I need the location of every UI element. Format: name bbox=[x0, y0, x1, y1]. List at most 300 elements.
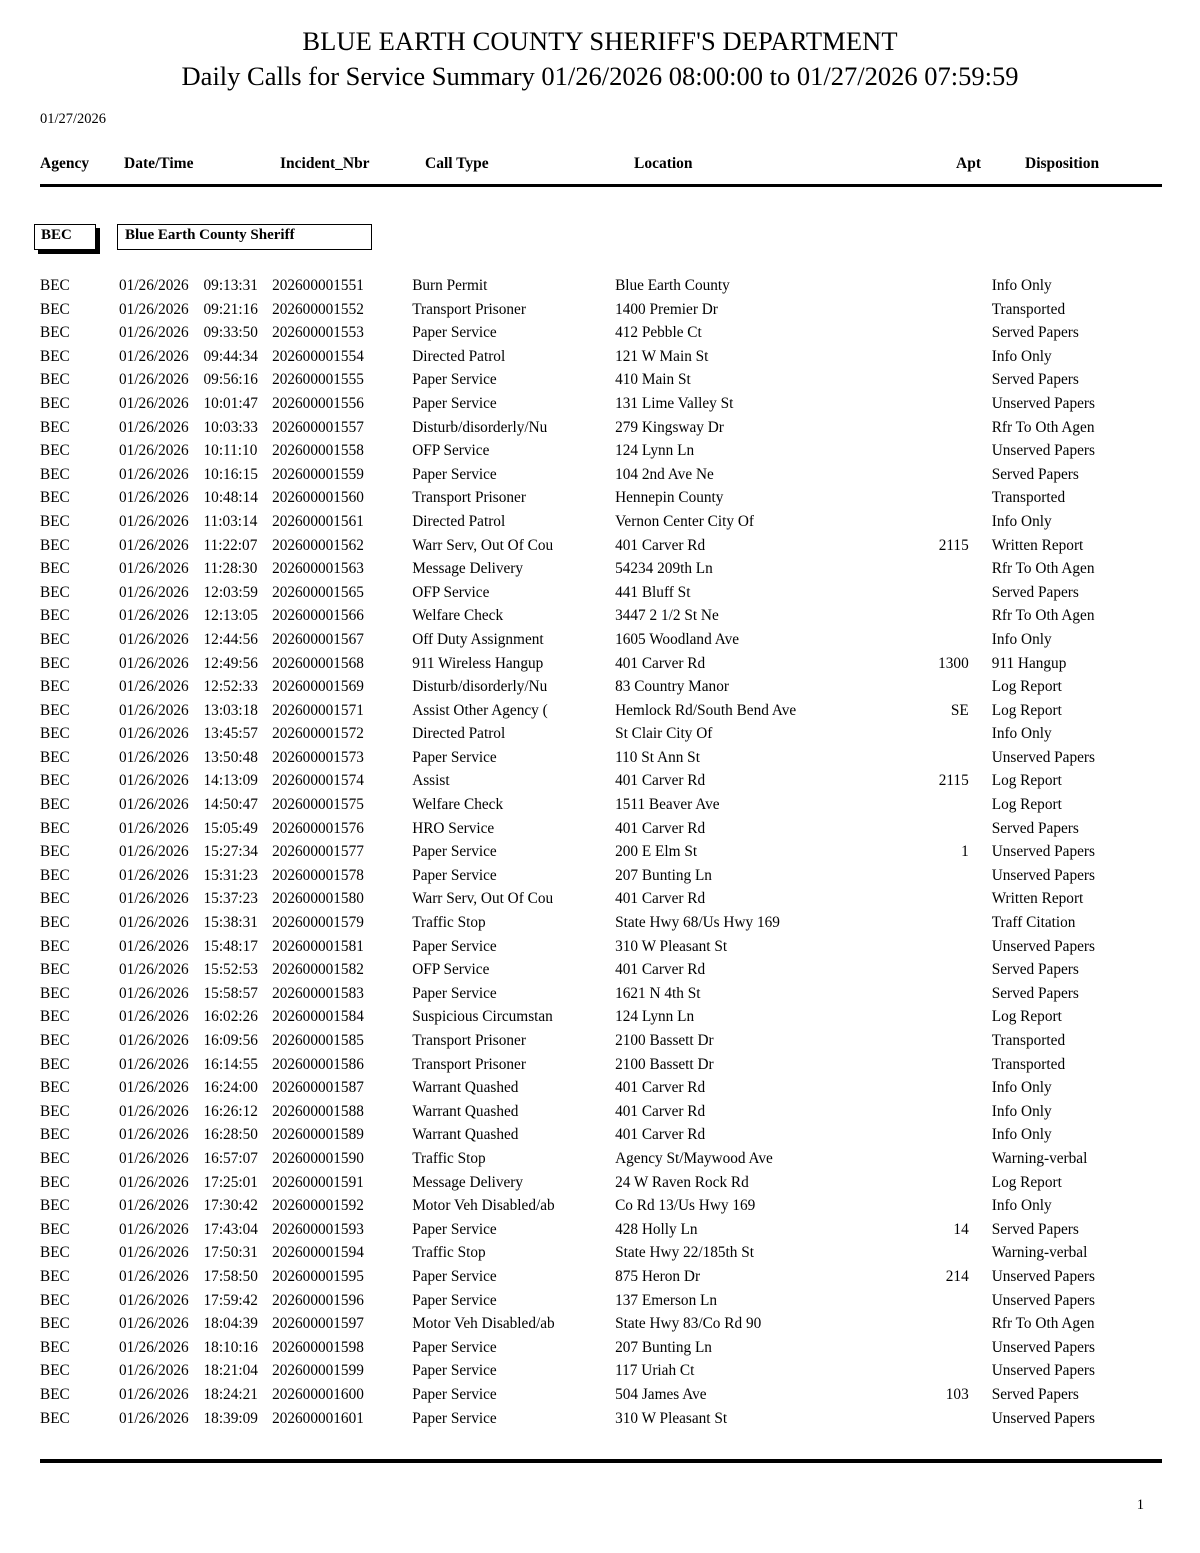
cell-disposition: Unserved Papers bbox=[991, 748, 1095, 766]
cell-time: 11:03:14 bbox=[203, 512, 258, 530]
table-row bbox=[40, 1029, 1162, 1053]
cell-time: 16:02:26 bbox=[203, 1008, 258, 1026]
cell-date: 01/26/2026 bbox=[119, 819, 189, 837]
cell-disposition: Transported bbox=[991, 1055, 1066, 1073]
cell-time: 10:03:33 bbox=[203, 418, 258, 436]
page-number: 1 bbox=[1136, 1497, 1144, 1513]
cell-incident: 202600001557 bbox=[272, 418, 364, 436]
cell-time: 18:24:21 bbox=[203, 1385, 258, 1403]
cell-apt bbox=[924, 416, 992, 440]
table-row bbox=[40, 321, 1162, 345]
cell-time: 17:58:50 bbox=[203, 1267, 258, 1285]
cell-disposition: Rfr To Oth Agen bbox=[991, 1315, 1095, 1333]
cell-location: 24 W Raven Rock Rd bbox=[615, 1173, 749, 1191]
cell-time: 12:13:05 bbox=[203, 607, 258, 625]
cell-call-type: Paper Service bbox=[412, 394, 497, 412]
cell-apt bbox=[924, 1005, 992, 1029]
table-row bbox=[40, 864, 1162, 888]
cell-date: 01/26/2026 bbox=[119, 1173, 189, 1191]
cell-call-type: Warrant Quashed bbox=[412, 1126, 519, 1144]
cell-date: 01/26/2026 bbox=[119, 796, 189, 814]
cell-location: 1400 Premier Dr bbox=[615, 300, 718, 318]
agency-code-box bbox=[34, 224, 96, 250]
table-row bbox=[40, 911, 1162, 935]
cell-agency: BEC bbox=[40, 1126, 70, 1144]
cell-time: 13:50:48 bbox=[203, 748, 258, 766]
cell-call-type: Transport Prisoner bbox=[412, 1032, 526, 1049]
cell-call-type: Traffic Stop bbox=[412, 1149, 486, 1167]
cell-disposition: Unserved Papers bbox=[991, 843, 1095, 861]
cell-disposition: Written Report bbox=[991, 536, 1084, 554]
table-row bbox=[40, 982, 1162, 1006]
cell-time: 15:05:49 bbox=[203, 819, 258, 837]
cell-time: 15:37:23 bbox=[203, 890, 258, 908]
cell-agency: BEC bbox=[40, 1362, 70, 1380]
cell-apt bbox=[924, 298, 992, 322]
cell-location: 401 Carver Rd bbox=[615, 1102, 706, 1120]
cell-location: 410 Main St bbox=[615, 371, 691, 389]
cell-apt bbox=[924, 486, 992, 510]
cell-disposition: Info Only bbox=[991, 1197, 1052, 1215]
cell-agency: BEC bbox=[40, 394, 70, 412]
cell-disposition: Unserved Papers bbox=[991, 442, 1095, 460]
report-header bbox=[0, 0, 1200, 93]
cell-time: 13:45:57 bbox=[203, 725, 258, 743]
cell-apt bbox=[924, 935, 992, 959]
cell-apt bbox=[924, 1053, 992, 1077]
table-row bbox=[40, 581, 1162, 605]
cell-agency: BEC bbox=[40, 324, 70, 342]
cell-call-type: Warr Serv, Out Of Cou bbox=[412, 890, 554, 908]
cell-date: 01/26/2026 bbox=[119, 512, 189, 530]
cell-incident: 202600001580 bbox=[272, 890, 364, 908]
cell-call-type: Motor Veh Disabled/ab bbox=[412, 1315, 555, 1333]
cell-incident: 202600001588 bbox=[272, 1102, 364, 1120]
cell-location: 401 Carver Rd bbox=[615, 819, 706, 837]
cell-incident: 202600001562 bbox=[272, 536, 364, 554]
cell-time: 14:50:47 bbox=[203, 796, 258, 814]
cell-call-type: Off Duty Assignment bbox=[412, 630, 544, 648]
cell-agency: BEC bbox=[40, 1149, 70, 1167]
cell-agency: BEC bbox=[40, 560, 70, 578]
cell-agency: BEC bbox=[40, 984, 70, 1002]
cell-disposition: Served Papers bbox=[991, 819, 1079, 837]
cell-incident: 202600001578 bbox=[272, 866, 364, 884]
table-row bbox=[40, 1312, 1162, 1336]
cell-apt bbox=[924, 982, 992, 1006]
table-row bbox=[40, 1100, 1162, 1124]
table-row bbox=[40, 1218, 1162, 1242]
cell-apt bbox=[924, 557, 992, 581]
cell-apt bbox=[924, 817, 992, 841]
table-row bbox=[40, 486, 1162, 510]
cell-call-type: Paper Service bbox=[412, 465, 497, 483]
cell-disposition: Unserved Papers bbox=[991, 1409, 1095, 1427]
cell-location: 875 Heron Dr bbox=[615, 1267, 701, 1285]
cell-date: 01/26/2026 bbox=[119, 748, 189, 766]
cell-incident: 202600001592 bbox=[272, 1197, 364, 1215]
table-row bbox=[40, 439, 1162, 463]
cell-call-type: Paper Service bbox=[412, 1385, 497, 1403]
cell-apt bbox=[924, 911, 992, 935]
cell-date: 01/26/2026 bbox=[119, 678, 189, 696]
table-row bbox=[40, 722, 1162, 746]
cell-time: 18:04:39 bbox=[203, 1315, 258, 1333]
cell-location: 1621 N 4th St bbox=[615, 984, 701, 1002]
calls-for-service-table bbox=[40, 274, 1162, 1430]
cell-incident: 202600001584 bbox=[272, 1008, 364, 1026]
cell-apt bbox=[924, 1123, 992, 1147]
cell-location: State Hwy 83/Co Rd 90 bbox=[615, 1315, 762, 1333]
cell-call-type: OFP Service bbox=[412, 583, 490, 601]
cell-call-type: Burn Permit bbox=[412, 277, 488, 294]
cell-disposition: Transported bbox=[991, 489, 1066, 507]
column-header-apt: Apt bbox=[956, 155, 981, 172]
cell-date: 01/26/2026 bbox=[119, 1244, 189, 1262]
cell-apt bbox=[924, 345, 992, 369]
cell-disposition: Info Only bbox=[991, 1126, 1052, 1144]
cell-incident: 202600001577 bbox=[272, 843, 364, 861]
cell-date: 01/26/2026 bbox=[119, 560, 189, 578]
cell-date: 01/26/2026 bbox=[119, 300, 189, 318]
table-row bbox=[40, 958, 1162, 982]
cell-time: 09:21:16 bbox=[203, 300, 258, 318]
cell-apt: 1 bbox=[961, 843, 969, 861]
cell-disposition: Log Report bbox=[991, 1173, 1062, 1191]
cell-disposition: Served Papers bbox=[991, 1385, 1079, 1403]
cell-call-type: Paper Service bbox=[412, 1291, 497, 1309]
cell-time: 12:03:59 bbox=[203, 583, 258, 601]
cell-location: 137 Emerson Ln bbox=[615, 1291, 718, 1309]
cell-agency: BEC bbox=[40, 607, 70, 625]
cell-apt bbox=[924, 1241, 992, 1265]
table-row bbox=[40, 1147, 1162, 1171]
table-row bbox=[40, 840, 1162, 864]
cell-date: 01/26/2026 bbox=[119, 772, 189, 790]
cell-location: 207 Bunting Ln bbox=[615, 866, 712, 884]
cell-call-type: Traffic Stop bbox=[412, 1244, 486, 1262]
cell-apt bbox=[924, 722, 992, 746]
cell-date: 01/26/2026 bbox=[119, 277, 189, 294]
table-row bbox=[40, 1076, 1162, 1100]
cell-location: 401 Carver Rd bbox=[615, 890, 706, 908]
cell-location: 1511 Beaver Ave bbox=[615, 796, 720, 814]
cell-time: 18:10:16 bbox=[203, 1338, 258, 1356]
cell-agency: BEC bbox=[40, 347, 70, 365]
cell-time: 17:50:31 bbox=[203, 1244, 258, 1262]
cell-date: 01/26/2026 bbox=[119, 536, 189, 554]
cell-location: Hemlock Rd/South Bend Ave bbox=[615, 701, 797, 719]
footer-divider-rule bbox=[40, 1459, 1162, 1463]
cell-time: 09:56:16 bbox=[203, 371, 258, 389]
cell-location: 401 Carver Rd bbox=[615, 536, 706, 554]
cell-location: 401 Carver Rd bbox=[615, 654, 706, 672]
cell-time: 09:13:31 bbox=[203, 277, 258, 294]
cell-incident: 202600001552 bbox=[272, 300, 364, 318]
cell-location: Agency St/Maywood Ave bbox=[615, 1149, 773, 1167]
cell-incident: 202600001575 bbox=[272, 796, 364, 814]
cell-call-type: 911 Wireless Hangup bbox=[412, 654, 544, 672]
cell-agency: BEC bbox=[40, 1244, 70, 1262]
cell-location: 2100 Bassett Dr bbox=[615, 1055, 714, 1073]
cell-apt: 103 bbox=[945, 1385, 969, 1403]
cell-incident: 202600001595 bbox=[272, 1267, 364, 1285]
cell-disposition: Unserved Papers bbox=[991, 1338, 1095, 1356]
cell-location: Co Rd 13/Us Hwy 169 bbox=[615, 1197, 756, 1215]
cell-apt bbox=[924, 1359, 992, 1383]
cell-location: Blue Earth County bbox=[615, 277, 730, 294]
cell-location: 131 Lime Valley St bbox=[615, 394, 734, 412]
cell-date: 01/26/2026 bbox=[119, 937, 189, 955]
cell-disposition: Served Papers bbox=[991, 1220, 1079, 1238]
table-row bbox=[40, 298, 1162, 322]
cell-location: Hennepin County bbox=[615, 489, 724, 507]
table-row bbox=[40, 1005, 1162, 1029]
cell-agency: BEC bbox=[40, 1173, 70, 1191]
cell-call-type: Motor Veh Disabled/ab bbox=[412, 1197, 555, 1215]
cell-call-type: Paper Service bbox=[412, 937, 497, 955]
table-row bbox=[40, 1336, 1162, 1360]
table-row bbox=[40, 345, 1162, 369]
cell-location: 117 Uriah Ct bbox=[615, 1362, 695, 1380]
cell-apt bbox=[924, 1336, 992, 1360]
cell-call-type: Disturb/disorderly/Nu bbox=[412, 418, 548, 436]
cell-agency: BEC bbox=[40, 1267, 70, 1285]
cell-apt bbox=[924, 1147, 992, 1171]
cell-agency: BEC bbox=[40, 961, 70, 979]
cell-apt bbox=[924, 1029, 992, 1053]
cell-agency: BEC bbox=[40, 1197, 70, 1215]
cell-date: 01/26/2026 bbox=[119, 489, 189, 507]
cell-apt: 1300 bbox=[938, 654, 969, 672]
cell-agency: BEC bbox=[40, 1079, 70, 1097]
cell-apt bbox=[924, 274, 992, 298]
table-row bbox=[40, 628, 1162, 652]
cell-location: 54234 209th Ln bbox=[615, 560, 713, 578]
cell-disposition: Log Report bbox=[991, 1008, 1062, 1026]
cell-agency: BEC bbox=[40, 630, 70, 648]
cell-agency: BEC bbox=[40, 489, 70, 507]
cell-date: 01/26/2026 bbox=[119, 1385, 189, 1403]
cell-time: 17:43:04 bbox=[203, 1220, 258, 1238]
cell-apt bbox=[924, 510, 992, 534]
cell-location: 401 Carver Rd bbox=[615, 1079, 706, 1097]
cell-disposition: 911 Hangup bbox=[991, 654, 1067, 672]
cell-date: 01/26/2026 bbox=[119, 394, 189, 412]
cell-apt: 2115 bbox=[938, 772, 969, 790]
cell-incident: 202600001574 bbox=[272, 772, 364, 790]
cell-incident: 202600001593 bbox=[272, 1220, 364, 1238]
table-row bbox=[40, 368, 1162, 392]
cell-time: 16:57:07 bbox=[203, 1149, 258, 1167]
cell-date: 01/26/2026 bbox=[119, 630, 189, 648]
cell-incident: 202600001581 bbox=[272, 937, 364, 955]
run-date: 01/27/2026 bbox=[40, 111, 107, 127]
cell-call-type: Directed Patrol bbox=[412, 347, 506, 365]
cell-call-type: Disturb/disorderly/Nu bbox=[412, 678, 548, 696]
cell-call-type: Paper Service bbox=[412, 843, 497, 861]
cell-time: 16:24:00 bbox=[203, 1079, 258, 1097]
cell-date: 01/26/2026 bbox=[119, 324, 189, 342]
cell-incident: 202600001591 bbox=[272, 1173, 364, 1191]
cell-disposition: Rfr To Oth Agen bbox=[991, 418, 1095, 436]
cell-disposition: Unserved Papers bbox=[991, 1362, 1095, 1380]
cell-location: 104 2nd Ave Ne bbox=[615, 465, 714, 483]
cell-disposition: Served Papers bbox=[991, 371, 1079, 389]
cell-location: 1605 Woodland Ave bbox=[615, 630, 740, 648]
cell-incident: 202600001600 bbox=[272, 1385, 364, 1403]
cell-incident: 202600001571 bbox=[272, 701, 364, 719]
cell-incident: 202600001596 bbox=[272, 1291, 364, 1309]
cell-apt bbox=[924, 1171, 992, 1195]
cell-apt bbox=[924, 1289, 992, 1313]
column-header-agency: Agency bbox=[40, 155, 90, 172]
cell-call-type: Warrant Quashed bbox=[412, 1079, 519, 1097]
cell-apt: 2115 bbox=[938, 536, 969, 554]
cell-location: State Hwy 22/185th St bbox=[615, 1244, 755, 1262]
cell-call-type: Transport Prisoner bbox=[412, 489, 526, 507]
table-row bbox=[40, 1359, 1162, 1383]
cell-disposition: Served Papers bbox=[991, 583, 1079, 601]
cell-incident: 202600001586 bbox=[272, 1055, 364, 1073]
cell-call-type: Paper Service bbox=[412, 984, 497, 1002]
cell-agency: BEC bbox=[40, 371, 70, 389]
table-row bbox=[40, 392, 1162, 416]
cell-incident: 202600001559 bbox=[272, 465, 364, 483]
cell-apt bbox=[924, 1076, 992, 1100]
cell-call-type: Paper Service bbox=[412, 866, 497, 884]
cell-date: 01/26/2026 bbox=[119, 984, 189, 1002]
cell-date: 01/26/2026 bbox=[119, 1315, 189, 1333]
cell-date: 01/26/2026 bbox=[119, 843, 189, 861]
cell-incident: 202600001599 bbox=[272, 1362, 364, 1380]
cell-agency: BEC bbox=[40, 1102, 70, 1120]
cell-agency: BEC bbox=[40, 1315, 70, 1333]
cell-call-type: Assist bbox=[412, 772, 450, 790]
cell-disposition: Unserved Papers bbox=[991, 1267, 1095, 1285]
cell-apt bbox=[924, 463, 992, 487]
cell-apt bbox=[924, 392, 992, 416]
cell-date: 01/26/2026 bbox=[119, 583, 189, 601]
cell-incident: 202600001598 bbox=[272, 1338, 364, 1356]
table-row bbox=[40, 817, 1162, 841]
cell-apt bbox=[924, 864, 992, 888]
cell-disposition: Info Only bbox=[991, 630, 1052, 648]
cell-time: 12:49:56 bbox=[203, 654, 258, 672]
cell-disposition: Served Papers bbox=[991, 465, 1079, 483]
cell-location: 200 E Elm St bbox=[615, 843, 698, 861]
table-row bbox=[40, 1265, 1162, 1289]
cell-location: Vernon Center City Of bbox=[615, 512, 754, 530]
cell-time: 10:11:10 bbox=[203, 442, 258, 460]
cell-time: 16:28:50 bbox=[203, 1126, 258, 1144]
cell-apt: SE bbox=[950, 701, 969, 719]
column-header-location: Location bbox=[634, 155, 693, 172]
cell-agency: BEC bbox=[40, 748, 70, 766]
cell-location: 310 W Pleasant St bbox=[615, 937, 728, 955]
cell-disposition: Rfr To Oth Agen bbox=[991, 607, 1095, 625]
cell-call-type: Transport Prisoner bbox=[412, 300, 526, 318]
cell-disposition: Transported bbox=[991, 1032, 1066, 1049]
cell-incident: 202600001568 bbox=[272, 654, 364, 672]
cell-location: 3447 2 1/2 St Ne bbox=[615, 607, 719, 625]
cell-time: 15:48:17 bbox=[203, 937, 258, 955]
cell-location: 412 Pebble Ct bbox=[615, 324, 702, 342]
cell-disposition: Warning-verbal bbox=[991, 1244, 1088, 1262]
cell-agency: BEC bbox=[40, 465, 70, 483]
cell-time: 15:38:31 bbox=[203, 914, 258, 932]
cell-time: 10:48:14 bbox=[203, 489, 258, 507]
cell-agency: BEC bbox=[40, 1008, 70, 1026]
cell-incident: 202600001561 bbox=[272, 512, 364, 530]
cell-date: 01/26/2026 bbox=[119, 607, 189, 625]
cell-time: 10:01:47 bbox=[203, 394, 258, 412]
cell-incident: 202600001555 bbox=[272, 371, 364, 389]
cell-disposition: Info Only bbox=[991, 1102, 1052, 1120]
cell-date: 01/26/2026 bbox=[119, 654, 189, 672]
cell-agency: BEC bbox=[40, 843, 70, 861]
cell-date: 01/26/2026 bbox=[119, 701, 189, 719]
cell-location: 2100 Bassett Dr bbox=[615, 1032, 714, 1049]
cell-date: 01/26/2026 bbox=[119, 465, 189, 483]
cell-incident: 202600001597 bbox=[272, 1315, 364, 1333]
cell-agency: BEC bbox=[40, 678, 70, 696]
cell-disposition: Info Only bbox=[991, 512, 1052, 530]
table-row bbox=[40, 274, 1162, 298]
cell-date: 01/26/2026 bbox=[119, 1291, 189, 1309]
cell-call-type: Paper Service bbox=[412, 1409, 497, 1427]
cell-time: 15:31:23 bbox=[203, 866, 258, 884]
cell-time: 12:44:56 bbox=[203, 630, 258, 648]
cell-incident: 202600001601 bbox=[272, 1409, 364, 1427]
cell-agency: BEC bbox=[40, 1055, 70, 1073]
cell-time: 13:03:18 bbox=[203, 701, 258, 719]
cell-incident: 202600001582 bbox=[272, 961, 364, 979]
cell-time: 15:52:53 bbox=[203, 961, 258, 979]
cell-date: 01/26/2026 bbox=[119, 1409, 189, 1427]
cell-apt bbox=[924, 368, 992, 392]
table-row bbox=[40, 1241, 1162, 1265]
table-row bbox=[40, 557, 1162, 581]
cell-date: 01/26/2026 bbox=[119, 1197, 189, 1215]
table-row bbox=[40, 887, 1162, 911]
cell-apt bbox=[924, 746, 992, 770]
cell-call-type: Paper Service bbox=[412, 324, 497, 342]
cell-date: 01/26/2026 bbox=[119, 866, 189, 884]
cell-date: 01/26/2026 bbox=[119, 1362, 189, 1380]
cell-incident: 202600001573 bbox=[272, 748, 364, 766]
cell-agency: BEC bbox=[40, 277, 70, 294]
cell-time: 16:14:55 bbox=[203, 1055, 258, 1073]
cell-date: 01/26/2026 bbox=[119, 890, 189, 908]
header-divider-rule bbox=[40, 184, 1162, 187]
cell-time: 11:28:30 bbox=[203, 560, 258, 578]
cell-incident: 202600001563 bbox=[272, 560, 364, 578]
calls-table-body bbox=[40, 274, 1162, 1430]
cell-call-type: Message Delivery bbox=[412, 560, 524, 578]
table-row bbox=[40, 510, 1162, 534]
cell-time: 16:26:12 bbox=[203, 1102, 258, 1120]
cell-apt bbox=[924, 581, 992, 605]
table-row bbox=[40, 675, 1162, 699]
cell-call-type: HRO Service bbox=[412, 819, 495, 837]
cell-time: 12:52:33 bbox=[203, 678, 258, 696]
cell-agency: BEC bbox=[40, 937, 70, 955]
cell-incident: 202600001554 bbox=[272, 347, 364, 365]
cell-location: 83 Country Manor bbox=[615, 678, 729, 696]
cell-incident: 202600001589 bbox=[272, 1126, 364, 1144]
cell-disposition: Unserved Papers bbox=[991, 394, 1095, 412]
